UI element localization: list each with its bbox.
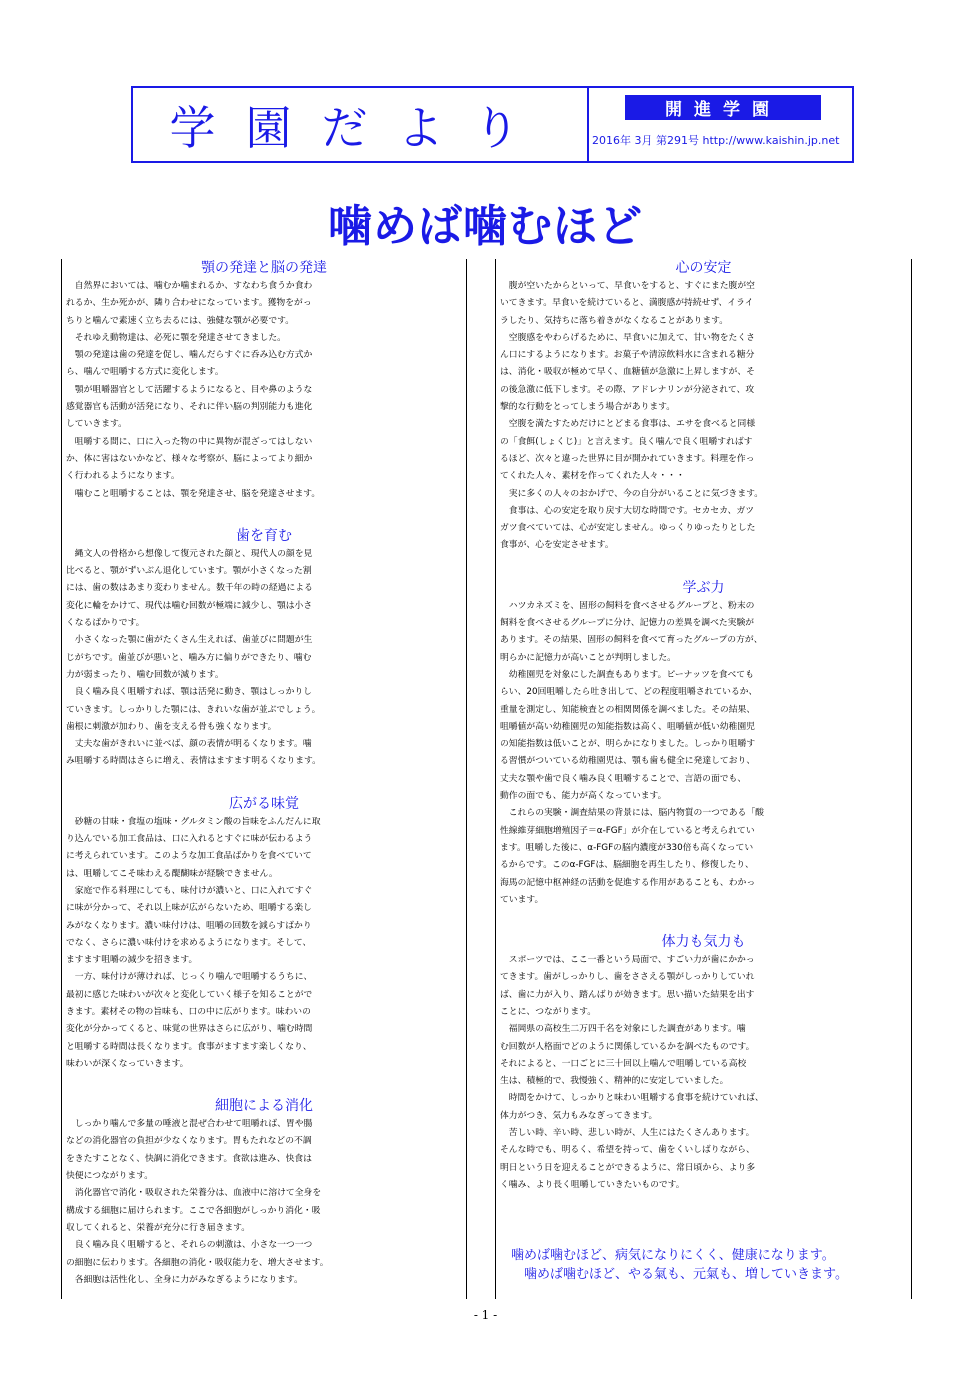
body-line: 砂糖の甘味・食塩の塩味・グルタミン酸の旨味をふんだんに取 bbox=[66, 816, 321, 827]
body-line: 一方、味付けが薄ければ、じっくり噛んで咀嚼するうちに、 bbox=[66, 972, 313, 983]
body-line: していきます。 bbox=[66, 419, 127, 430]
body-line: 丈夫な歯がきれいに並べば、顔の表情が明るくなります。噛 bbox=[66, 739, 312, 750]
body-line: るからです。このα-FGFは、脳細胞を再生したり、修復したり、 bbox=[500, 860, 754, 871]
body-line: いてきます。早食いを続けていると、満腹感が持続せず、イライ bbox=[500, 298, 754, 309]
body-line: 生は、積極的で、我慢強く、精神的に安定していました。 bbox=[500, 1076, 729, 1087]
body-line: 明日という日を迎えることができるように、常日頃から、より多 bbox=[500, 1162, 756, 1173]
closing-line: 噛めば噛むほど、やる氣も、元氣も、増していきます。 bbox=[498, 1267, 848, 1282]
body-line: 最初に感じた味わいが次々と変化していく様子を知ることがで bbox=[66, 989, 313, 1000]
body-line: るほど、次々と違った世界に目が開かれていきます。料理を作っ bbox=[500, 453, 755, 464]
body-line: み咀嚼する時間はさらに増え、表情はますます明るくなります。 bbox=[66, 756, 321, 767]
body-line: 食事は、心の安定を取り戻す大切な時間です。セカセカ、ガツ bbox=[500, 505, 755, 516]
section-body bbox=[62, 814, 466, 1073]
section-title: 広がる味覚 bbox=[229, 795, 299, 812]
body-line: む回数が人格面でどのように関係しているかを調べたものです。 bbox=[500, 1041, 755, 1052]
body-line: ら、噛んで咀嚼する方式に変化します。 bbox=[66, 367, 224, 378]
body-line: 顎が咀嚼器官として活躍するようになると、目や鼻のような bbox=[66, 384, 313, 395]
body-line: 味わいが深くなっていきます。 bbox=[66, 1058, 189, 1069]
body-line: 丈夫な顎や歯で良く噛み良く咀嚼することで、言語の面でも、 bbox=[500, 773, 747, 784]
body-line: ん口にするようになります。お菓子や清涼飲料水に含まれる糖分 bbox=[500, 350, 755, 361]
article-section bbox=[62, 1097, 466, 1289]
body-line: みがなくなります。濃い味付けは、咀嚼の回数を減らすばかり bbox=[66, 920, 312, 931]
body-line: 変化に輪をかけて、現代は噛む回数が極端に減少し、顎は小さ bbox=[66, 600, 313, 611]
body-line: ちりと噛んで素速く立ち去るには、強健な顎が必要です。 bbox=[66, 315, 295, 326]
body-line: でなく、さらに濃い味付けを求めるようになります。そして、 bbox=[66, 937, 312, 948]
section-title: 心の安定 bbox=[675, 260, 732, 276]
center-left-border bbox=[466, 259, 467, 1299]
body-line: 構成する細胞に届けられます。ここで各細胞がしっかり消化・吸 bbox=[66, 1205, 321, 1216]
body-line: それによると、一口ごとに三十回以上噛んで咀嚼している高校 bbox=[500, 1058, 747, 1069]
body-line: ことに、つながります。 bbox=[500, 1006, 597, 1017]
left-column bbox=[62, 259, 466, 1289]
body-line: 良く噛み良く咀嚼すれば、顎は活発に動き、顎はしっかりし bbox=[66, 687, 312, 698]
body-line: 縄文人の骨格から想像して復元された顔と、現代人の顔を見 bbox=[66, 548, 313, 559]
body-line: をきたすことなく、快調に消化できます。食欲は進み、快食は bbox=[66, 1153, 312, 1164]
body-line: 変化が分かってくると、味覚の世界はさらに広がり、噛む時間 bbox=[66, 1024, 313, 1035]
article-section bbox=[496, 259, 911, 555]
body-line: 空腹を満たすためだけにとどまる食事は、エサを食べると同様 bbox=[500, 419, 756, 430]
body-line: 感覚器官も活動が活発になり、それに伴い脳の判別能力も進化 bbox=[66, 402, 313, 413]
masthead-divider bbox=[587, 86, 589, 163]
section-body bbox=[62, 546, 466, 771]
masthead bbox=[131, 86, 854, 163]
article-section bbox=[62, 795, 466, 1073]
main-headline: 噛めば噛むほど bbox=[328, 201, 643, 252]
body-line: の細胞に伝わります。各細胞の消化・吸収能力を、増大させます。 bbox=[66, 1257, 329, 1268]
section-title: 体力も気力も bbox=[661, 934, 746, 951]
section-body bbox=[496, 598, 911, 909]
article-section bbox=[496, 579, 911, 909]
section-body bbox=[496, 278, 911, 555]
body-line: じがちです。歯並びが悪いと、噛み方に偏りができたり、噛む bbox=[66, 652, 312, 663]
body-line: は、咀嚼してこそ味わえる醍醐味が経験できません。 bbox=[66, 868, 278, 879]
body-line: それゆえ動物達は、必死に顎を発達させてきました。 bbox=[66, 332, 286, 343]
body-line: きます。素材その物の旨味も、口の中に広がります。味わいの bbox=[66, 1006, 311, 1017]
body-line: る習慣がついている幼稚園児は、顎も歯も健全に発達しており、 bbox=[500, 756, 756, 767]
body-line: 空腹感をやわらげるために、早食いに加えて、甘い物をたくさ bbox=[500, 332, 755, 343]
body-line: 明らかに記憶力が高いことが判明しました。 bbox=[500, 652, 676, 663]
body-line: 家庭で作る料理にしても、味付けが濃いと、口に入れてすぐ bbox=[66, 885, 313, 896]
body-line: てきます。歯がしっかりし、歯をささえる顎がしっかりしていれ bbox=[500, 972, 755, 983]
body-line: くなるばかりです。 bbox=[66, 618, 145, 629]
body-line: あります。その結果、固形の飼料を食べて育ったグループの方が、 bbox=[500, 635, 763, 646]
article-section bbox=[62, 259, 466, 503]
body-line: く噛み、より長く咀嚼していきたいものです。 bbox=[500, 1179, 685, 1190]
body-line: 体力がつき、気力もみなぎってきます。 bbox=[500, 1110, 658, 1121]
body-line: と咀嚼する時間は長くなります。食事がますます楽しくなり、 bbox=[66, 1041, 312, 1052]
body-line: 海馬の記憶中枢神経の活動を促進する作用があることも、わかっ bbox=[500, 877, 756, 888]
body-line: などの消化器官の負担が少なくなります。胃もたれなどの不調 bbox=[66, 1136, 312, 1147]
body-line: 小さくなった顎に歯がたくさん生えれば、歯並びに問題が生 bbox=[66, 635, 313, 646]
closing-line: 噛めば噛むほど、病気になりにくく、健康になります。 bbox=[498, 1248, 835, 1263]
body-line: く行われるようになります。 bbox=[66, 471, 180, 482]
body-line: 顎の発達は歯の発達を促し、噛んだらすぐに呑み込む方式か bbox=[66, 350, 313, 361]
body-line: 幼稚園児を対象にした調査もあります。ピーナッツを食べても bbox=[500, 669, 754, 680]
body-line: てくれた人々、素材を作ってくれた人々・・・ bbox=[500, 471, 685, 482]
body-line: 歯根に刺激が加わり、歯を支える骨も強くなります。 bbox=[66, 721, 277, 732]
body-line: 時間をかけて、しっかりと味わい咀嚼する食事を続けていれば、 bbox=[500, 1093, 764, 1104]
body-line: スポーツでは、ここ一番という局面で、すごい力が歯にかかっ bbox=[500, 955, 755, 966]
body-line: 腹が空いたからといって、早食いをすると、すぐにまた腹が空 bbox=[500, 281, 755, 291]
body-line: に味が分かって、それ以上味が広がらないため、咀嚼する楽し bbox=[66, 903, 312, 914]
section-body bbox=[62, 1116, 466, 1289]
body-line: 噛むこと咀嚼することは、顎を発達させ、脳を発達させます。 bbox=[66, 488, 321, 499]
body-line: そんな時でも、明るく、希望を持って、歯をくいしばりながら、 bbox=[500, 1145, 755, 1156]
body-line: 咀嚼する間に、口に入った物の中に異物が混ざってはしない bbox=[66, 436, 313, 447]
newsletter-title: 学園だより bbox=[169, 100, 550, 155]
article-section bbox=[62, 527, 466, 771]
body-line: 飼料を食べさせるグループに分け、記憶力の差異を調べた実験が bbox=[500, 618, 755, 629]
body-line: には、歯の数はあまり変わりません。数千年の時の経過による bbox=[66, 583, 313, 594]
body-line: 苦しい時、辛い時、悲しい時が、人生にはたくさんあります。 bbox=[500, 1128, 755, 1139]
section-title: 歯を育む bbox=[236, 527, 292, 544]
section-body bbox=[496, 952, 911, 1194]
body-line: ていきます。しっかりした顎には、きれいな歯が並ぶでしょう。 bbox=[66, 704, 321, 715]
body-line: 良く噛み良く咀嚼すると、それらの刺激は、小さな一つ一つ bbox=[66, 1240, 313, 1251]
article-section bbox=[496, 933, 911, 1194]
issue-info: 2016年 3月 第291号 http://www.kaishin.jp.net bbox=[592, 134, 840, 147]
body-line: れるか、生か死かが、隣り合わせになっています。獲物をがっ bbox=[66, 298, 312, 309]
body-line: の知能指数は低いことが、明らかになりました。しっかり咀嚼す bbox=[500, 739, 756, 750]
body-line: らい、20回咀嚼したら吐き出して、どの程度咀嚼されているか、 bbox=[500, 687, 758, 698]
section-title: 学ぶ力 bbox=[682, 579, 725, 596]
body-line: 比べると、顎がずいぶん退化しています。顎が小さくなった割 bbox=[66, 566, 312, 577]
school-name-badge: 開進学園 bbox=[625, 95, 821, 120]
body-line: 咀嚼値が高い幼稚園児の知能指数は高く、咀嚼値が低い幼稚園児 bbox=[500, 721, 755, 732]
body-line: これらの実験・調査結果の背景には、脳内物質の一つである「酸 bbox=[500, 808, 764, 819]
body-line: 動作の面でも、能力が高くなっています。 bbox=[500, 791, 667, 802]
body-line: 収してくれると、栄養が充分に行き届きます。 bbox=[66, 1222, 251, 1233]
body-line: ますます咀嚼の減少を招きます。 bbox=[66, 955, 198, 966]
body-line: 食事が、心を安定させます。 bbox=[500, 540, 614, 551]
body-line: の「食餌(しょくじ)」と言えます。良く噛んで良く咀嚼すればす bbox=[500, 436, 753, 447]
body-line: ば、歯に力が入り、踏んばりが効きます。思い描いた結果を出す bbox=[500, 989, 755, 1000]
section-body bbox=[62, 278, 466, 503]
page-number: - 1 - bbox=[473, 1308, 498, 1322]
body-line: は、消化・吸収が極めて早く、血糖値が急激に上昇しますが、そ bbox=[500, 367, 755, 378]
body-line: 快便につながります。 bbox=[66, 1171, 154, 1182]
body-line: り込んでいる加工食品は、口に入れるとすぐに味が伝わるよう bbox=[66, 834, 313, 845]
body-line: に考えられています。このような加工食品ばかりを食べていて bbox=[66, 851, 312, 862]
body-line: 力が弱まったり、噛む回数が減ります。 bbox=[66, 669, 224, 680]
body-line: 消化器官で消化・吸収された栄養分は、血液中に溶けて全身を bbox=[66, 1188, 322, 1199]
right-column bbox=[496, 259, 911, 1194]
body-line: 実に多くの人々のおかげで、今の自分がいることに気づきます。 bbox=[500, 488, 764, 499]
body-line: 性線維芽細胞増殖因子＝α-FGF」が介在していると考えられてい bbox=[500, 825, 755, 836]
body-line: ガツ食べていては、心が安定しません。ゆっくりゆったりとした bbox=[500, 523, 756, 534]
closing-message bbox=[498, 1246, 910, 1284]
body-line: ハツカネズミを、固形の飼料を食べさせるグループと、粉末の bbox=[500, 600, 755, 611]
right-column-border bbox=[911, 259, 912, 1299]
body-line: 撃的な行動をとってしまう場合があります。 bbox=[500, 402, 676, 413]
body-line: 福岡県の高校生二万四千名を対象にした調査があります。噛 bbox=[500, 1024, 746, 1035]
body-line: しっかり噛んで多量の唾液と混ぜ合わせて咀嚼れば、胃や腸 bbox=[66, 1119, 313, 1130]
body-line: の後急激に低下します。その際、アドレナリンが分泌されて、攻 bbox=[500, 384, 755, 395]
body-line: か、体に害はないかなど、様々な考察が、脳によってより細か bbox=[66, 453, 313, 464]
body-line: ます。咀嚼した後に、α-FGFの脳内濃度が330倍も高くなってい bbox=[500, 842, 754, 853]
body-line: ラしたり、気持ちに落ち着きがなくなることがあります。 bbox=[500, 315, 729, 326]
body-line: 各細胞は活性化し、全身に力がみなぎるようになります。 bbox=[66, 1274, 303, 1285]
section-title: 顎の発達と脳の発達 bbox=[201, 260, 327, 276]
body-line: 自然界においては、噛むか噛まれるか、すなわち食うか食わ bbox=[66, 281, 313, 291]
section-title: 細胞による消化 bbox=[215, 1098, 313, 1115]
body-line: ています。 bbox=[500, 894, 544, 905]
body-line: 重量を測定し、知能検査との相関関係を調べました。その結果、 bbox=[500, 704, 756, 715]
